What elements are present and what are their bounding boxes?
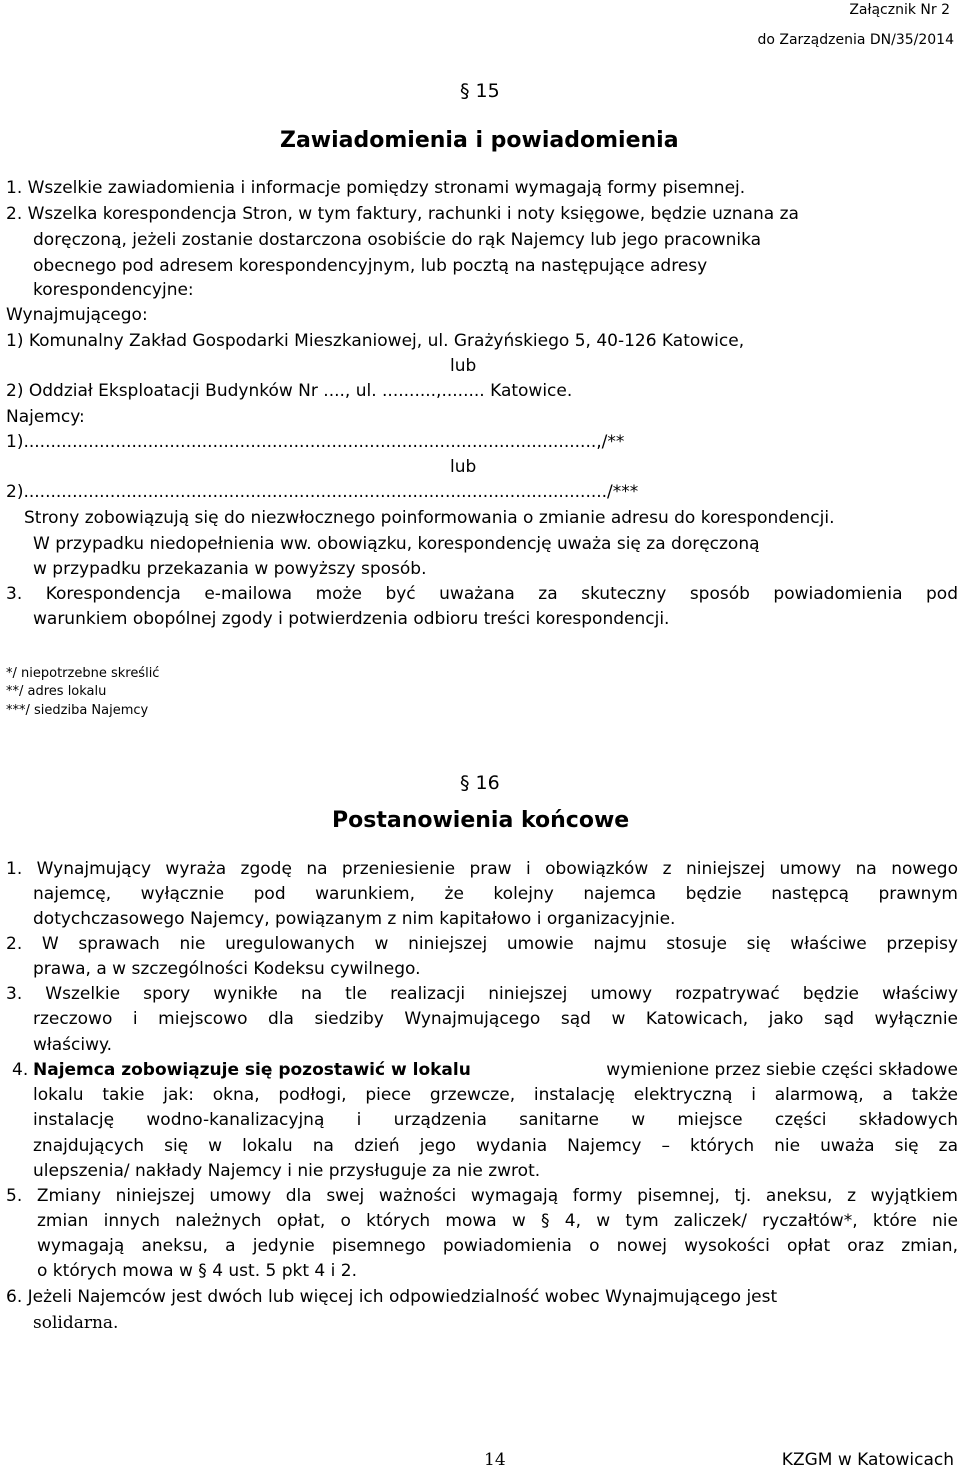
s16-item-2-line-2: prawa, a w szczególności Kodeksu cywilnego. (33, 959, 421, 979)
s16-item-6-line-1: 6. Jeżeli Najemców jest dwóch lub więcej ich odpowiedzialność wobec Wynajmującego jest (6, 1287, 778, 1307)
s16-item-5-line-4: o których mowa w § 4 ust. 5 pkt 4 i 2. (37, 1261, 358, 1281)
s15-point-2-line-3: obecnego pod adresem korespondencyjnym, lub pocztą na następujące adresy (33, 256, 708, 276)
s16-item-4-rest: wymienione przez siebie części składowe (606, 1060, 958, 1080)
section-15-number: § 15 (460, 80, 500, 102)
or-label-2: lub (450, 457, 477, 477)
s16-item-5-line-3: wymagają aneksu, a jedynie pisemnego powiadomienia o nowej wysokości opłat oraz zmian, (37, 1236, 958, 1256)
s16-item-4-line-4: znajdujących się w lokalu na dzień jego wydania Najemcy – których nie uważa się za (33, 1136, 958, 1156)
footnote-3: ***/ siedziba Najemcy (6, 703, 149, 718)
s16-item-5-line-1: 5. Zmiany niniejszej umowy dla swej ważności wymagają formy pisemnej, tj. aneksu, z wyjątkiem (6, 1186, 958, 1206)
or-label-1: lub (450, 356, 477, 376)
s16-item-3-line-2: rzeczowo i miejscowo dla siedziby Wynajmującego sąd w Katowicach, jako sąd wyłącznie (33, 1009, 958, 1029)
nonfulfil-line-1: W przypadku niedopełnienia ww. obowiązku, korespondencję uważa się za doręczoną (33, 534, 760, 554)
s15-point-3-line-2: warunkiem obopólnej zgody i potwierdzenia odbioru treści korespondencji. (33, 609, 670, 629)
regulation-label: do Zarządzenia DN/35/2014 (757, 32, 954, 48)
s16-item-4-number: 4. (12, 1060, 29, 1080)
s16-item-4-line-3: instalację wodno-kanalizacyjną i urządzenia sanitarne w miejsce części składowych (33, 1110, 958, 1130)
s16-item-1-line-2: najemcę, wyłącznie pod warunkiem, że kolejny najemca będzie następcą prawnym (33, 884, 958, 904)
s16-item-4-line-1 (33, 1060, 958, 1080)
notify-change-text: Strony zobowiązują się do niezwłocznego poinformowania o zmianie adresu do korespondencji. (24, 508, 835, 528)
s16-item-4-line-5: ulepszenia/ nakłady Najemcy i nie przysługuje za nie zwrot. (33, 1161, 541, 1181)
s16-item-3-line-3: właściwy. (33, 1035, 113, 1055)
s16-item-3-line-1: 3. Wszelkie spory wynikłe na tle realizacji niniejszej umowy rozpatrywać będzie właściwy (6, 984, 958, 1004)
s16-item-6-line-2: solidarna. (33, 1313, 119, 1333)
landlord-address-2: 2) Oddział Eksploatacji Budynków Nr ...., ul. ..........,........ Katowice. (6, 381, 573, 401)
page-number: 14 (484, 1450, 506, 1470)
s16-item-4-bold: Najemca zobowiązuje się pozostawić w lokalu (33, 1060, 471, 1080)
s15-point-1: 1. Wszelkie zawiadomienia i informacje pomiędzy stronami wymagają formy pisemnej. (6, 178, 746, 198)
s15-point-2-line-1: 2. Wszelka korespondencja Stron, w tym faktury, rachunki i noty księgowe, będzie uznana za (6, 204, 799, 224)
s15-point-2-line-2: doręczoną, jeżeli zostanie dostarczona osobiście do rąk Najemcy lub jego pracownika (33, 230, 762, 250)
s16-item-1-line-3: dotychczasowego Najemcy, powiązanym z nim kapitałowo i organizacyjnie. (33, 909, 676, 929)
footer-org: KZGM w Katowicach (781, 1450, 954, 1470)
s16-item-4-line-2: lokalu takie jak: okna, podłogi, piece grzewcze, instalację elektryczną i alarmową, a także (33, 1085, 958, 1105)
section-16-title: Postanowienia końcowe (332, 808, 630, 833)
s15-point-2-line-4: korespondencyjne: (33, 280, 194, 300)
section-16-number: § 16 (460, 772, 500, 794)
s16-item-2-line-1: 2. W sprawach nie uregulowanych w niniejszej umowie najmu stosuje się właściwe przepisy (6, 934, 958, 954)
footnote-2: **/ adres lokalu (6, 684, 107, 699)
s16-item-1-line-1: 1. Wynajmujący wyraża zgodę na przeniesienie praw i obowiązków z niniejszej umowy na nowego (6, 859, 958, 879)
s15-point-3-line-1: 3. Korespondencja e-mailowa może być uważana za skuteczny sposób powiadomienia pod (6, 584, 958, 604)
footnote-1: */ niepotrzebne skreślić (6, 666, 160, 681)
landlord-label: Wynajmującego: (6, 305, 148, 325)
landlord-address-1: 1) Komunalny Zakład Gospodarki Mieszkaniowej, ul. Grażyńskiego 5, 40-126 Katowice, (6, 331, 745, 351)
section-15-title: Zawiadomienia i powiadomienia (280, 128, 679, 153)
tenant-address-1: 1)..........................................................................................................,/** (6, 432, 625, 452)
nonfulfil-line-2: w przypadku przekazania w powyższy sposób. (33, 559, 427, 579)
tenant-label: Najemcy: (6, 407, 85, 427)
s16-item-5-line-2: zmian innych należnych opłat, o których mowa w § 4, w tym zaliczek/ ryczałtów*, które nie (37, 1211, 958, 1231)
attachment-label: Załącznik Nr 2 (849, 2, 950, 18)
tenant-address-2: 2)............................................................................................................/*** (6, 482, 639, 502)
